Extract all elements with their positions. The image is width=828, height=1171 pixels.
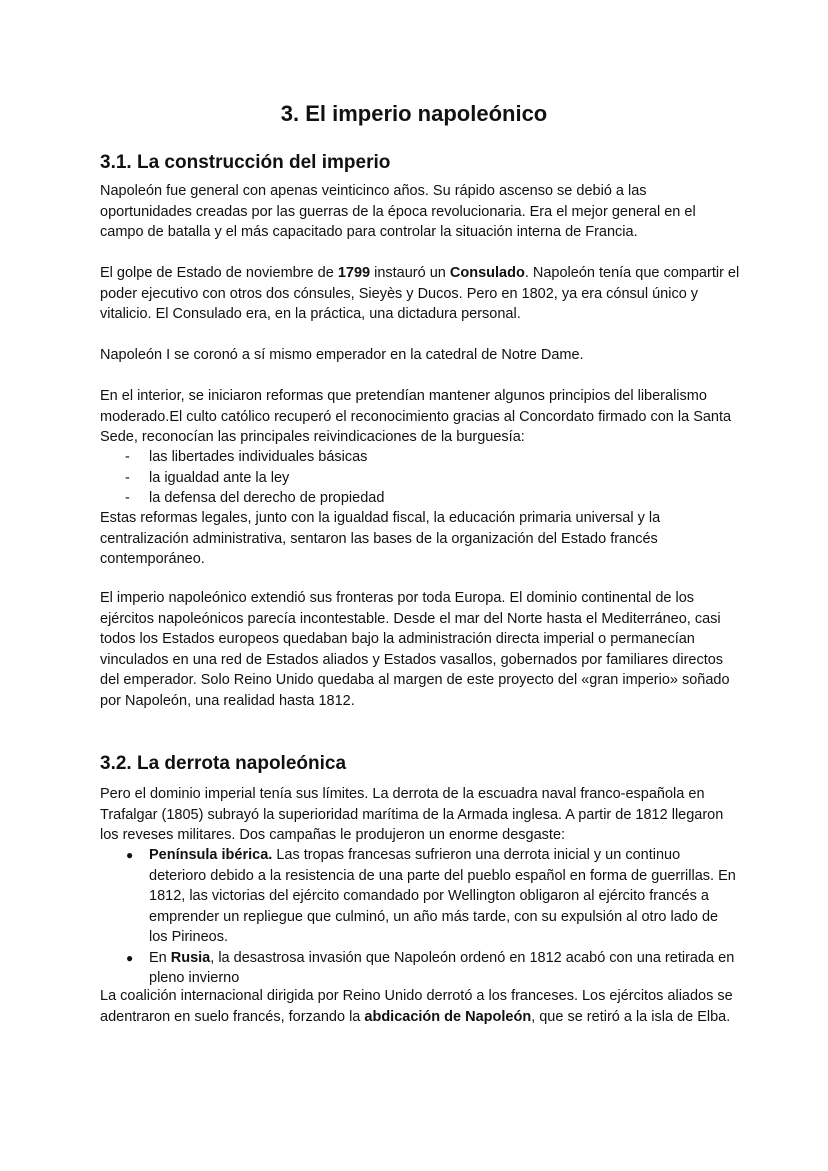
paragraph: Pero el dominio imperial tenía sus límites. La derrota de la escuadra naval franco-española en Trafalgar (1805) subrayó la superioridad marítima de la Armada inglesa. A partir de 1812 llegaron los reveses militares. Dos campañas le produjeron un enorme desgaste: <box>100 786 724 843</box>
page-title: 3. El imperio napoleónico <box>280 101 548 126</box>
paragraph: En el interior, se iniciaron reformas que pretendían mantener algunos principios del liberalismo moderado.El culto católico recuperó el reconocimiento gracias al Concordato firmado con la Santa Sede, reconocían las principales reivindicaciones de la burguesía: <box>100 388 732 445</box>
text-run: En <box>149 949 171 966</box>
paragraph <box>100 986 740 1027</box>
bold-text: Consulado <box>449 265 525 281</box>
bold-text: Península ibérica. <box>149 847 273 863</box>
paragraph: Napoleón I se coronó a sí mismo emperador en la catedral de Notre Dame. <box>100 347 584 363</box>
list-item <box>100 948 740 989</box>
paragraph: Estas reformas legales, junto con la igualdad fiscal, la educación primaria universal y la centralización administrativa, sentaron las bases de la organización del Estado francés contemporáneo. <box>100 510 661 567</box>
bullet-marker: ● <box>126 848 134 862</box>
text-run: La coalición internacional dirigida por Reino Unido derrotó a los franceses. Los ejércitos aliados se adentraron en suelo francés, forzando la <box>100 988 733 1025</box>
section-heading-construccion: 3.1. La construcción del imperio <box>100 152 391 173</box>
list-item-text: la igualdad ante la ley <box>149 469 290 486</box>
list-item <box>100 447 740 468</box>
text-run: Las tropas francesas sufrieron una derrota inicial y un continuo deterioro debido a la resistencia de una parte del pueblo español en forma de guerrillas. En 1812, las victorias del ejército comandado por Wellington obligaron al ejército francés a emprender un repliegue que culminó, un año más tarde, con su expulsión al otro lado de los Pirineos. <box>149 847 736 945</box>
dash-marker: - <box>125 490 130 506</box>
list-item-text: las libertades individuales básicas <box>149 449 368 465</box>
bold-text: 1799 <box>337 265 371 281</box>
paragraph <box>100 263 740 325</box>
text-run: , la desastrosa invasión que Napoleón ordenó en 1812 acabó con una retirada en pleno invierno <box>149 949 735 986</box>
campaign-list <box>100 845 740 989</box>
paragraph: Napoleón fue general con apenas veinticinco años. Su rápido ascenso se debió a las oportunidades creadas por las guerras de la época revolucionaria. Era el mejor general en el campo de batalla y el más capacitado para controlar la situación interna de Francia. <box>100 183 696 240</box>
text-run: , que se retiró a la isla de Elba. <box>531 1008 731 1025</box>
list-item <box>100 468 740 489</box>
dash-marker: - <box>125 469 130 486</box>
bold-text: abdicación de Napoleón <box>364 1008 532 1025</box>
bullet-marker: ● <box>126 950 134 965</box>
text-run: instauró un <box>370 265 450 281</box>
paragraph: El imperio napoleónico extendió sus fronteras por toda Europa. El dominio continental de los ejércitos napoleónicos parecía incontestable. Desde el mar del Norte hasta el Mediterráneo, casi todos los Estados europeos quedaban bajo la administración directa imperial o permanecían vinculados en una red de Estados aliados y Estados vasallos, gobernados por familiares directos del emperador. Solo Reino Unido quedaba al margen de este proyecto del «gran imperio» soñado por Napoleón, una realidad hasta 1812. <box>100 590 730 709</box>
list-item <box>100 488 740 509</box>
reform-list <box>100 447 740 509</box>
dash-marker: - <box>125 449 130 465</box>
section-heading-derrota: 3.2. La derrota napoleónica <box>100 753 347 774</box>
list-item <box>100 845 740 948</box>
text-run: El golpe de Estado de noviembre de <box>100 265 338 281</box>
text-run: . Napoleón tenía que compartir el poder ejecutivo con otros dos cónsules, Sieyès y Ducos. Pero en 1802, ya era cónsul único y vitalicio. El Consulado era, en la práctica, una dictadura personal. <box>100 265 740 322</box>
bold-text: Rusia <box>170 949 211 966</box>
list-item-text: la defensa del derecho de propiedad <box>149 490 385 506</box>
